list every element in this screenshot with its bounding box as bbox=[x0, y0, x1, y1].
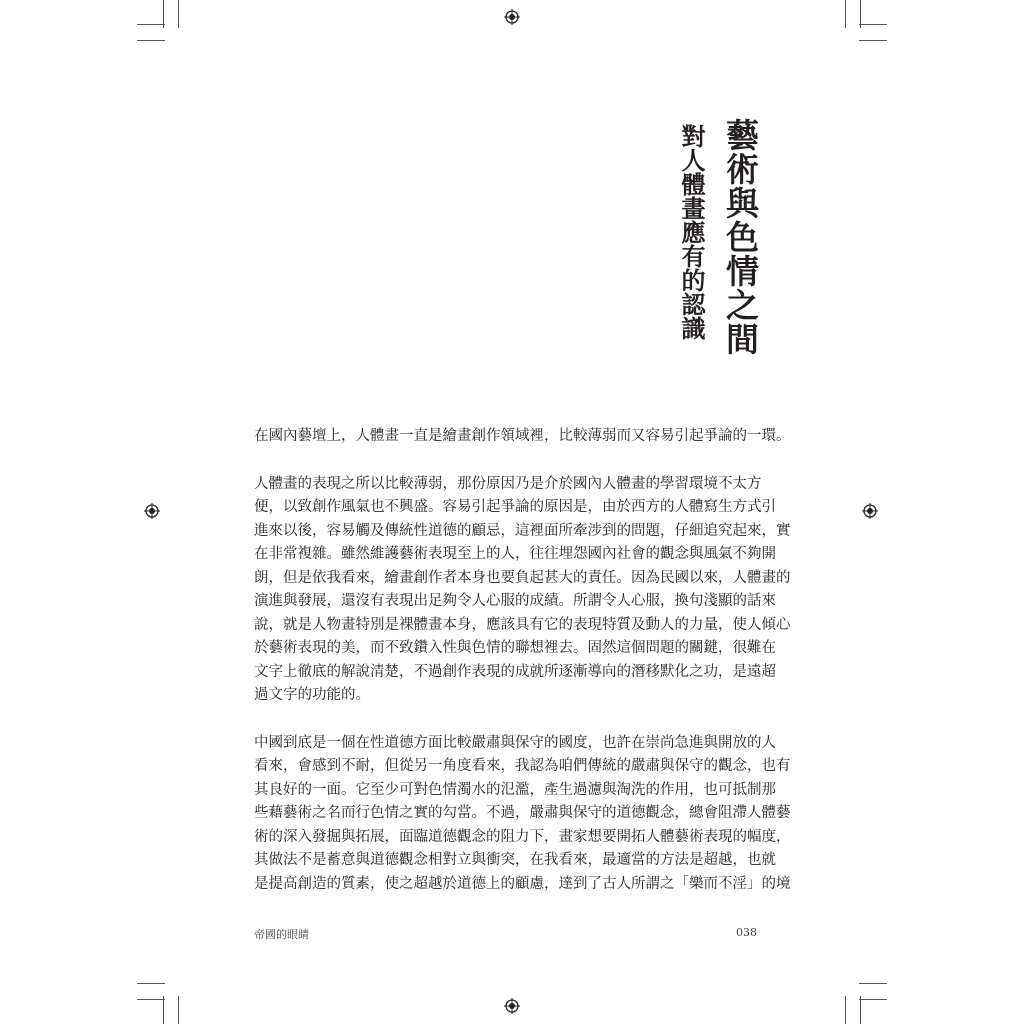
text-line: 在非常複雜。雖然維護藝術表現至上的人，往往埋怨國內社會的觀念與風氣不夠開 bbox=[254, 546, 776, 562]
text-line: 於藝術表現的美，而不致鑽入性與色情的聯想裡去。固然這個問題的關鍵，很難在 bbox=[254, 640, 776, 656]
text-line: 進來以後，容易觸及傳統性道德的顧忌，這裡面所牽涉到的問題，仔細追究起來，實 bbox=[254, 522, 791, 539]
text-line: 是提高創造的質素，使之超越於道德上的顧慮，達到了古人所謂之「樂而不淫」的境 bbox=[254, 875, 791, 892]
registration-mark-icon bbox=[862, 503, 878, 519]
crop-mark bbox=[859, 24, 887, 25]
chapter-title: 藝術與色情之間 bbox=[721, 118, 760, 356]
paragraph bbox=[254, 425, 791, 449]
registration-mark-icon bbox=[504, 998, 520, 1014]
text-line: 術的深入發掘與拓展，面臨道德觀念的阻力下，畫家想要開拓人體藝術表現的幅度， bbox=[254, 828, 791, 845]
text-line: 朗，但是依我看來，繪畫創作者本身也要負起甚大的責任。因為民國以來，人體畫的 bbox=[254, 569, 791, 586]
text-line: 中國到底是一個在性道德方面比較嚴肅與保守的國度，也許在崇尚急進與開放的人 bbox=[254, 734, 776, 751]
crop-mark bbox=[137, 24, 165, 25]
text-line: 些藉藝術之名而行色情之實的勾當。不過，嚴肅與保守的道德觀念，總會阻滯人體藝 bbox=[254, 805, 791, 821]
crop-mark bbox=[178, 996, 179, 1024]
crop-mark bbox=[859, 40, 887, 41]
text-line: 演進與發展，還沒有表現出足夠令人心服的成績。所謂令人心服，換句淺顯的話來 bbox=[254, 593, 776, 609]
page-number: 038 bbox=[736, 926, 757, 939]
text-line: 其做法不是蓄意與道德觀念相對立與衝突，在我看來，最適當的方法是超越，也就 bbox=[254, 852, 776, 868]
text-line: 便，以致創作風氣也不興盛。容易引起爭論的原因是，由於西方的人體寫生方式引 bbox=[254, 499, 776, 515]
text-line: 其良好的一面。它至少可對色情濁水的氾濫，產生過濾與淘洗的作用，也可抵制那 bbox=[254, 781, 776, 798]
crop-mark bbox=[178, 0, 179, 28]
running-footer-book-title: 帝國的眼睛 bbox=[254, 928, 309, 941]
crop-mark bbox=[137, 983, 165, 984]
text-line: 說，就是人物畫特別是裸體畫本身，應該具有它的表現特質及動人的力量，使人傾心 bbox=[254, 616, 791, 633]
crop-mark bbox=[860, 996, 861, 1024]
crop-mark bbox=[859, 999, 887, 1000]
paragraph bbox=[254, 473, 791, 708]
text-line: 文字上徹底的解說清楚，不過創作表現的成就所逐漸導向的潛移默化之功，是遠超 bbox=[254, 663, 776, 680]
crop-mark bbox=[137, 40, 165, 41]
text-line: 過文字的功能的。 bbox=[254, 687, 370, 703]
crop-mark bbox=[163, 996, 164, 1024]
body-text bbox=[254, 425, 791, 920]
crop-mark bbox=[137, 999, 165, 1000]
chapter-subtitle: 對人體畫應有的認識 bbox=[677, 124, 706, 340]
crop-mark bbox=[859, 983, 887, 984]
text-line: 看來，會感到不耐，但從另一角度看來，我認為咱們傳統的嚴肅與保守的觀念，也有 bbox=[254, 758, 791, 774]
crop-mark bbox=[845, 996, 846, 1024]
crop-mark bbox=[845, 0, 846, 28]
registration-mark-icon bbox=[144, 503, 160, 519]
paragraph bbox=[254, 732, 791, 897]
text-line: 人體畫的表現之所以比較薄弱，那份原因乃是介於國內人體畫的學習環境不太方 bbox=[254, 475, 762, 492]
registration-mark-icon bbox=[504, 9, 520, 25]
text-line: 在國內藝壇上，人體畫一直是繪畫創作領域裡，比較薄弱而又容易引起爭論的一環。 bbox=[254, 428, 791, 444]
